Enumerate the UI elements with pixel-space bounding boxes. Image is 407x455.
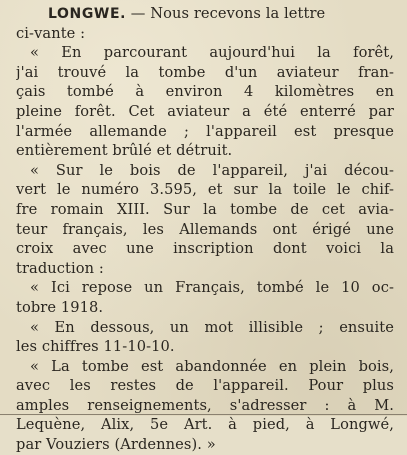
article-line-13: croix avec une inscription dont voici la: [16, 240, 394, 258]
article-line-9: « Sur le bois de l'appareil, j'ai décou-: [30, 161, 394, 179]
article-line-19: « La tombe est abandonnée en plein bois,: [30, 357, 394, 375]
article-line-1: [16, 4, 394, 24]
article-line-5: çais tombé à environ 4 kilomètres en: [16, 83, 394, 101]
article-line-22: Lequène, Alix, 5e Art. à pied, à Longwé,: [16, 416, 394, 434]
article-line-16: tobre 1918.: [16, 298, 104, 316]
article-line-6: pleine forêt. Cet aviateur a été enterré par: [16, 102, 394, 120]
article-body: [16, 4, 394, 455]
article-line-7: l'armée allemande ; l'appareil est presque: [16, 122, 394, 140]
article-line-10: vert le numéro 3.595, et sur la toile le chif-: [16, 181, 394, 199]
article-line-23: par Vouziers (Ardennes). »: [16, 436, 216, 454]
article-line-14: traduction :: [16, 259, 104, 277]
clipping-bottom-edge: [0, 414, 407, 415]
dateline: LONGWE.: [48, 6, 127, 22]
article-line-20: avec les restes de l'appareil. Pour plus: [16, 377, 394, 395]
article-line-12: teur français, les Allemands ont érigé une: [16, 220, 394, 238]
article-line-11: fre romain XIII. Sur la tombe de cet avia-: [16, 200, 394, 218]
article-line-8: entièrement brûlé et détruit.: [16, 142, 233, 160]
article-line-17: « En dessous, un mot illisible ; ensuite: [30, 318, 394, 336]
article-line-4: j'ai trouvé la tombe d'un aviateur fran-: [16, 63, 394, 81]
article-line-18: les chiffres 11-10-10.: [16, 338, 175, 356]
article-line-1-text: — Nous recevons la lettre: [126, 5, 326, 22]
article-line-15: « Ici repose un Français, tombé le 10 oc-: [30, 279, 394, 297]
article-line-2: ci-vante :: [16, 24, 86, 42]
article-line-21: amples renseignements, s'adresser : à M.: [16, 396, 394, 414]
article-line-3: « En parcourant aujourd'hui la forêt,: [30, 44, 394, 62]
